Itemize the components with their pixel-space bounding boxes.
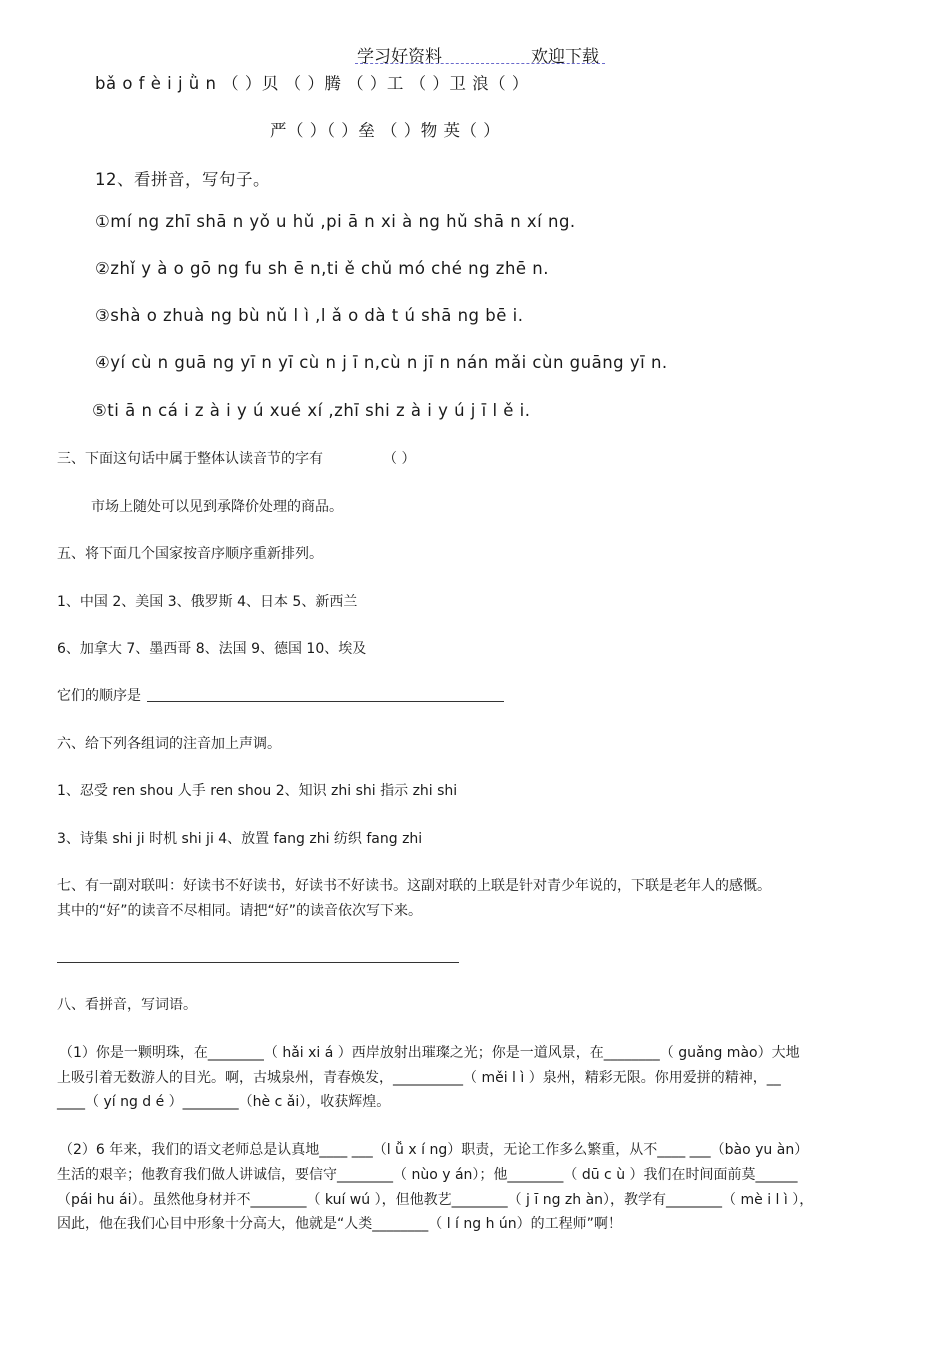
q12-title: 12、看拼音，写句子。 xyxy=(95,170,270,189)
q8-p1-line-1: （1）你是一颗明珠，在________（ hǎi xi á ）西岸放射出璀璨之光；你是一道风景，在________（ guǎng mào）大地 xyxy=(59,1045,800,1061)
header-dashed-rule xyxy=(355,63,605,64)
q8-title: 八、看拼音，写词语。 xyxy=(57,997,197,1013)
q12-item-2: ②zhǐ y à o gō ng fu sh ē n,ti ě chǔ mó ché ng zhē n. xyxy=(95,259,550,278)
q5-title: 五、将下面几个国家按音序顺序重新排列。 xyxy=(57,546,323,562)
q5-row-1: 1、中国 2、美国 3、俄罗斯 4、日本 5、新西兰 xyxy=(57,594,358,610)
q6-row-2: 3、诗集 shi ji 时机 shi ji 4、放置 fang zhi 纺织 fang zhi xyxy=(57,831,423,847)
blank-line-1: bǎ o f è i j ǜ n （ ）贝 （ ）腾 （ ）工 （ ）卫 浪（ ） xyxy=(95,74,529,93)
q3-sentence: 市场上随处可以见到承降价处理的商品。 xyxy=(91,499,343,515)
q12-item-4: ④yí cù n guā ng yī n yī cù n j ī n,cù n jī n nán mǎi cùn guāng yī n. xyxy=(95,353,668,372)
q12-item-1: ①mí ng zhī shā n yǒ u hǔ ,pi ā n xi à ng hǔ shā n xí ng. xyxy=(95,212,576,231)
q5-row-2: 6、加拿大 7、墨西哥 8、法国 9、德国 10、埃及 xyxy=(57,641,367,657)
q6-title: 六、给下列各组词的注音加上声调。 xyxy=(57,736,281,752)
q8-p2-line-3: （pái hu ái）。虽然他身材并不________（ kuí wú ），但他教艺________（ j ī ng zh àn），教学有________（ mè i l ì ）， xyxy=(57,1192,814,1208)
q7-answer-line[interactable] xyxy=(57,962,459,963)
q8-p1-line-3: ____（ yí ng d é ）________（hè c ǎi），收获辉煌。 xyxy=(57,1094,391,1110)
q12-item-3: ③shà o zhuà ng bù nǔ l ì ,l ǎ o dà t ú shā ng bē i. xyxy=(95,306,524,325)
q8-p2-line-4: 因此，他在我们心目中形象十分高大，他就是“人类________（ l í ng h ún）的工程师”啊！ xyxy=(57,1216,622,1232)
q5-answer-label: 它们的顺序是 xyxy=(57,688,141,704)
blank-line-2: 严（ ）（ ）垒 （ ）物 英（ ） xyxy=(270,121,501,140)
q3-answer-paren: （ ） xyxy=(383,451,416,467)
q8-p1-line-2: 上吸引着无数游人的目光。啊，古城泉州，青春焕发，__________（ měi l ì ）泉州，精彩无限。你用爱拼的精神，__ xyxy=(57,1070,781,1086)
q12-item-5: ⑤ti ā n cá i z à i y ú xué xí ,zhī shi z à i y ú j ī l ě i. xyxy=(92,401,531,420)
header-right: 欢迎下载 xyxy=(531,47,599,67)
q7-line-1: 七、有一副对联叫：好读书不好读书，好读书不好读书。这副对联的上联是针对青少年说的，下联是老年人的感慨。 xyxy=(57,878,771,894)
q6-row-1: 1、忍受 ren shou 人手 ren shou 2、知识 zhi shi 指示 zhi shi xyxy=(57,783,458,799)
q8-p2-line-1: （2）6 年来，我们的语文老师总是认真地____ ___（l ǚ x í ng）职责，无论工作多么繁重，从不____ ___（bào yu àn） xyxy=(59,1142,809,1158)
q3-title: 三、下面这句话中属于整体认读音节的字有 xyxy=(57,451,323,467)
q7-line-2: 其中的“好”的读音不尽相同。请把“好”的读音依次写下来。 xyxy=(57,903,423,919)
q8-p2-line-2: 生活的艰辛；他教育我们做人讲诚信，要信守________（ nùo y án）；他________（ dū c ù ）我们在时间面前莫______ xyxy=(57,1167,798,1183)
q5-answer-line[interactable] xyxy=(147,701,504,702)
header-left: 学习好资料 xyxy=(357,47,442,67)
